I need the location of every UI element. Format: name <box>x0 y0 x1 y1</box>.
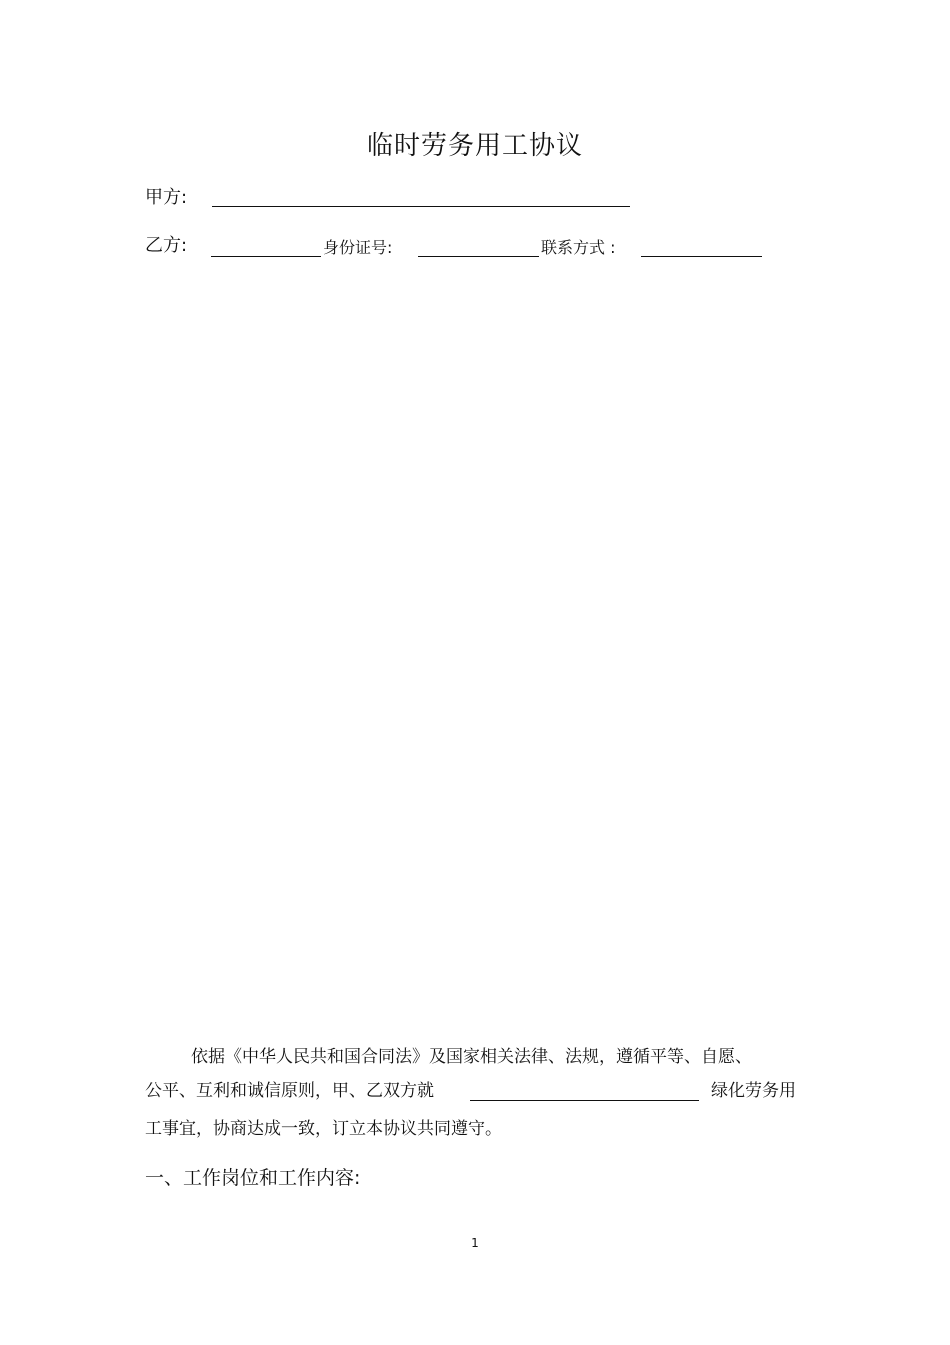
party-b-name-blank <box>211 256 321 257</box>
body-paragraph-line-1 <box>145 1044 805 1070</box>
party-a-label: 甲方: <box>145 187 188 208</box>
document-title: 临时劳务用工协议 <box>366 131 583 161</box>
project-name-blank <box>470 1100 699 1101</box>
body-paragraph-line-3 <box>145 1116 805 1142</box>
body-line-1-text: 依据《中华人民共和国合同法》及国家相关法律、法规，遵循平等、自愿、 <box>191 1047 752 1067</box>
id-number-blank <box>418 256 539 257</box>
party-b-label: 乙方: <box>145 235 188 256</box>
party-a-blank <box>212 206 630 207</box>
section-1-heading: 一、工作岗位和工作内容: <box>145 1167 361 1189</box>
body-line-3-text: 工事宜，协商达成一致，订立本协议共同遵守。 <box>145 1119 502 1139</box>
contact-blank <box>641 256 762 257</box>
page-number: 1 <box>471 1236 479 1250</box>
body-line-2-start: 公平、互利和诚信原则，甲、乙双方就 <box>145 1081 434 1101</box>
id-number-label: 身份证号: <box>323 238 393 257</box>
body-line-2-end: 绿化劳务用 <box>711 1081 796 1101</box>
contact-label: 联系方式 : <box>541 238 616 257</box>
